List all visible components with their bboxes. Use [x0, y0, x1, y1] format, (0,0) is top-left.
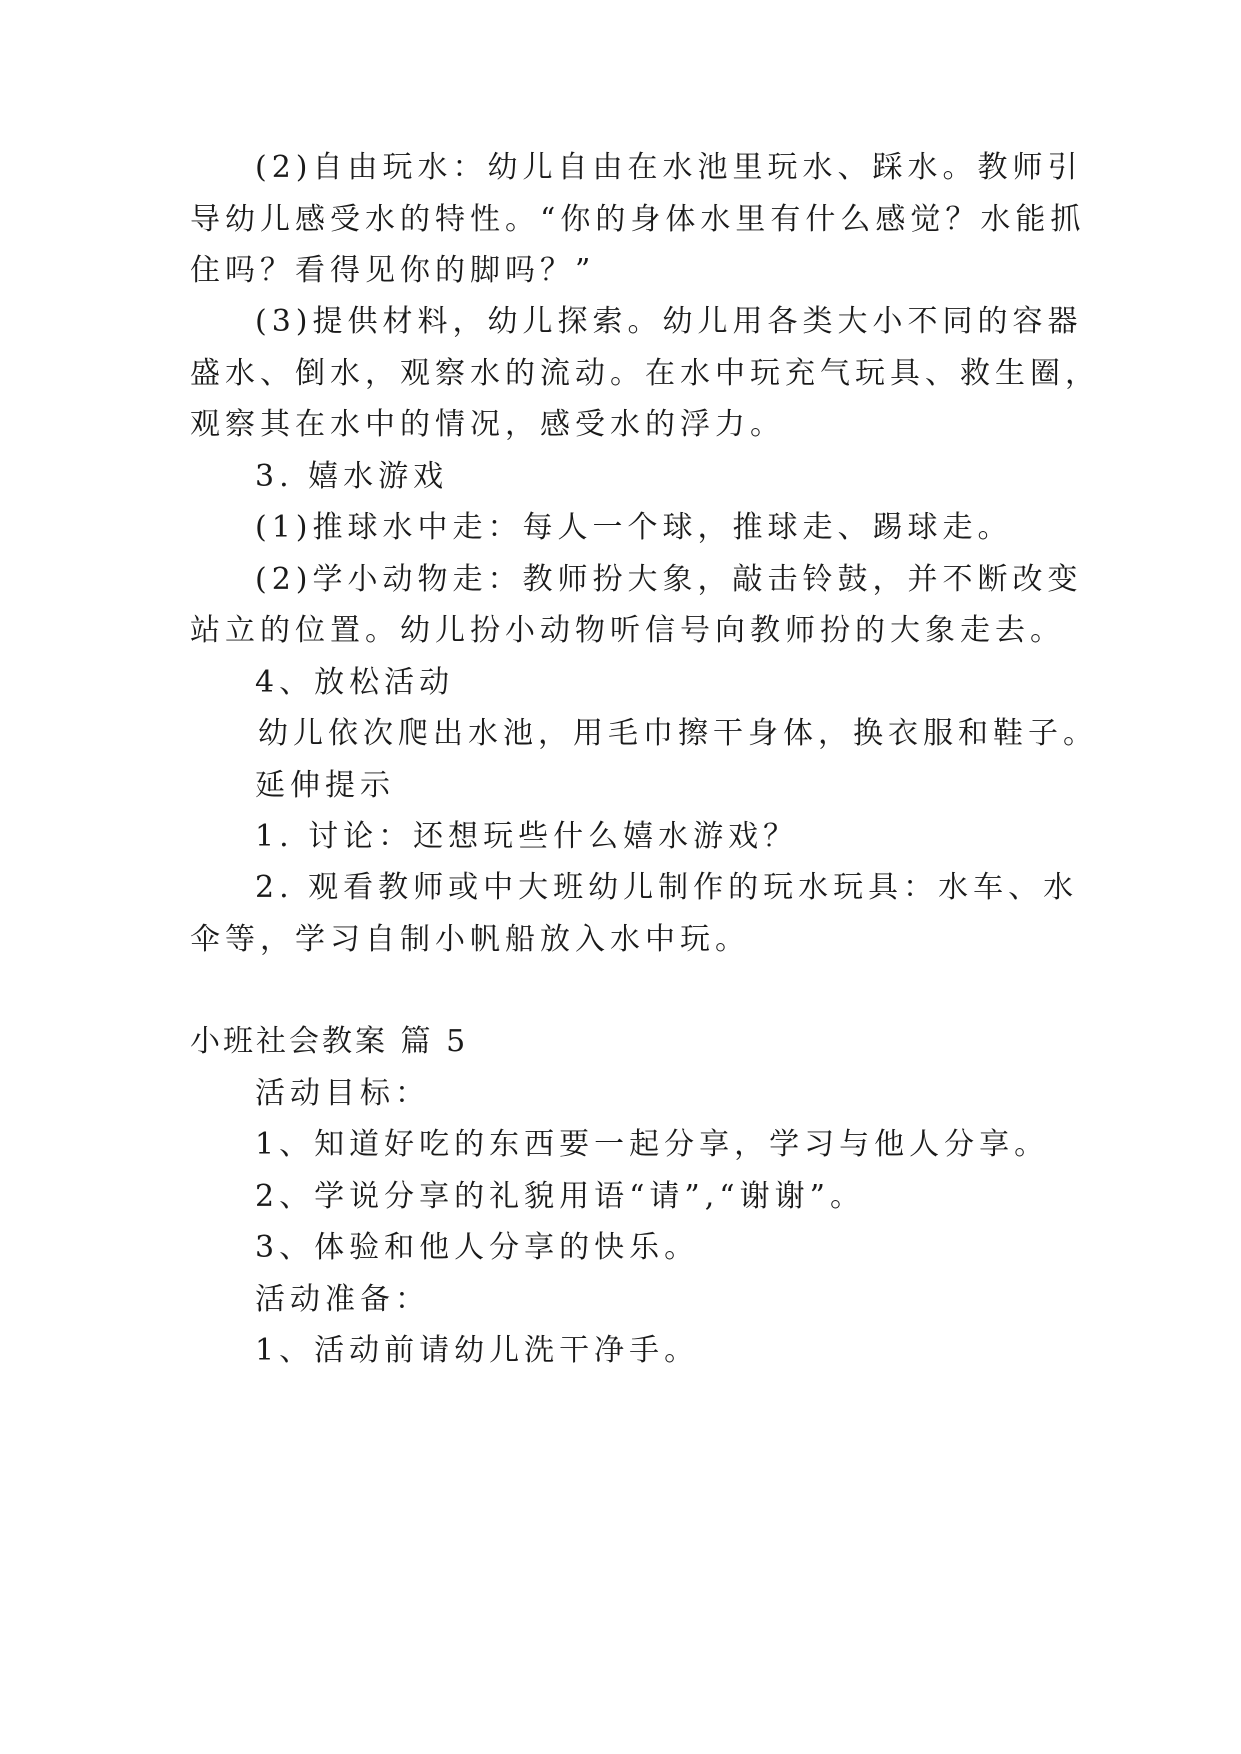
section-heading: 3. 嬉水游戏	[255, 459, 449, 494]
paragraph-line: 盛水、倒水，观察水的流动。在水中玩充气玩具、救生圈，	[190, 356, 1100, 391]
section-heading: 4、放松活动	[255, 665, 455, 700]
paragraph-line: (2)自由玩水：幼儿自由在水池里玩水、踩水。教师引	[255, 150, 1083, 185]
paragraph-line: (2)学小动物走：教师扮大象，敲击铃鼓，并不断改变	[255, 562, 1083, 597]
lesson-title: 小班社会教案 篇 5	[190, 1024, 469, 1059]
section-heading: 活动准备：	[255, 1282, 430, 1317]
paragraph-line: (1)推球水中走：每人一个球，推球走、踢球走。	[255, 510, 1013, 545]
paragraph-line: 1、活动前请幼儿洗干净手。	[255, 1333, 700, 1368]
paragraph-line: 2. 观看教师或中大班幼儿制作的玩水玩具：水车、水	[255, 870, 1079, 905]
section-heading: 延伸提示	[255, 768, 395, 803]
paragraph-line: 导幼儿感受水的特性。“你的身体水里有什么感觉？水能抓	[190, 202, 1086, 237]
paragraph-line: 站立的位置。幼儿扮小动物听信号向教师扮的大象走去。	[190, 613, 1065, 648]
paragraph-line: 2、学说分享的礼貌用语“请”,“谢谢”。	[255, 1179, 865, 1214]
paragraph-line: (3)提供材料，幼儿探索。幼儿用各类大小不同的容器	[255, 304, 1083, 339]
paragraph-line: 住吗？看得见你的脚吗？”	[190, 253, 596, 288]
paragraph-line: 1、知道好吃的东西要一起分享，学习与他人分享。	[255, 1127, 1050, 1162]
paragraph-line: 观察其在水中的情况，感受水的浮力。	[190, 407, 785, 442]
paragraph-line: 1. 讨论：还想玩些什么嬉水游戏？	[255, 819, 799, 854]
section-heading: 活动目标：	[255, 1076, 430, 1111]
paragraph-line: 幼儿依次爬出水池，用毛巾擦干身体，换衣服和鞋子。	[258, 716, 1098, 751]
paragraph-line: 3、体验和他人分享的快乐。	[255, 1230, 700, 1265]
paragraph-line: 伞等，学习自制小帆船放入水中玩。	[190, 922, 750, 957]
